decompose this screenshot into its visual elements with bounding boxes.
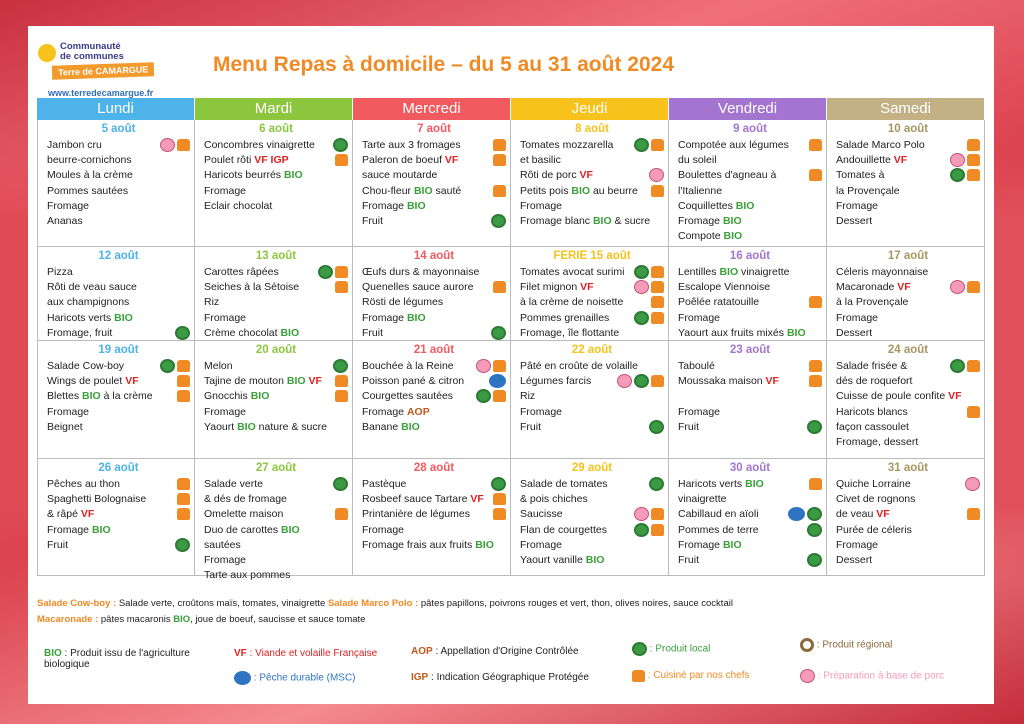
basket-icon bbox=[807, 507, 822, 521]
menu-line: Ananas bbox=[47, 214, 83, 227]
menu-line: & dés de fromage bbox=[204, 493, 287, 506]
menu-cell bbox=[511, 459, 669, 576]
menu-line: de veau VF bbox=[836, 507, 980, 522]
menu-line: à la Provençale bbox=[836, 296, 909, 309]
menu-line: Poisson pané & citron bbox=[362, 374, 506, 389]
menu-cell bbox=[827, 247, 985, 341]
basket-icon bbox=[634, 374, 649, 388]
menu-line: Cabillaud en aïoli bbox=[678, 507, 822, 522]
menu-line: beurre-cornichons bbox=[47, 154, 132, 167]
menu-line: dés de roquefort bbox=[836, 375, 913, 388]
menu-date: 30 août bbox=[729, 462, 771, 474]
menu-line: Dessert bbox=[836, 553, 873, 566]
menu-line: Fromage BIO bbox=[47, 523, 111, 536]
day-header-lundi: Lundi bbox=[37, 98, 195, 120]
legend-local: : Produit local bbox=[632, 642, 710, 656]
menu-line: Crème chocolat BIO bbox=[204, 326, 300, 339]
basket-icon bbox=[491, 326, 506, 340]
menu-line: Purée de céleris bbox=[836, 523, 912, 536]
logo-text: Communauté de communes bbox=[60, 41, 124, 62]
menu-line: Riz bbox=[204, 296, 220, 309]
chef-hat-icon bbox=[493, 281, 506, 293]
menu-date: 10 août bbox=[887, 123, 929, 135]
menu-sheet bbox=[28, 26, 994, 704]
menu-line: Fromage bbox=[678, 405, 721, 418]
basket-icon bbox=[807, 523, 822, 537]
basket-icon bbox=[634, 523, 649, 537]
menu-cell bbox=[669, 341, 827, 459]
legend-chef: : Cuisiné par nos chefs bbox=[632, 669, 750, 682]
pig-icon bbox=[965, 477, 980, 491]
menu-line: Rösti de légumes bbox=[362, 296, 444, 309]
menu-line: Civet de rognons bbox=[836, 493, 916, 506]
menu-line: Poulet rôti VF IGP bbox=[204, 153, 348, 168]
day-header-jeudi: Jeudi bbox=[511, 98, 669, 120]
menu-cell bbox=[195, 247, 353, 341]
chef-hat-icon bbox=[967, 169, 980, 181]
day-header-mardi: Mardi bbox=[195, 98, 353, 120]
menu-line: aux champignons bbox=[47, 296, 130, 309]
menu-line: Eclair chocolat bbox=[204, 199, 273, 212]
menu-date: 28 août bbox=[413, 462, 455, 474]
basket-icon bbox=[333, 477, 348, 491]
chef-hat-icon bbox=[651, 185, 664, 197]
menu-line: Fromage bbox=[520, 538, 563, 551]
menu-line: Paleron de boeuf VF bbox=[362, 153, 506, 168]
basket-icon bbox=[950, 168, 965, 182]
chef-hat-icon bbox=[493, 508, 506, 520]
menu-line: Salade verte bbox=[204, 477, 348, 492]
menu-line: du soleil bbox=[678, 154, 717, 167]
recipe-note-2: Macaronade : pâtes macaronis BIO, joue de boeuf, saucisse et sauce tomate bbox=[37, 614, 366, 625]
basket-icon bbox=[160, 359, 175, 373]
pig-icon bbox=[634, 507, 649, 521]
basket-icon bbox=[807, 553, 822, 567]
menu-line: Dessert bbox=[836, 214, 873, 227]
chef-hat-icon bbox=[809, 296, 822, 308]
menu-cell bbox=[511, 341, 669, 459]
menu-line: Andouillette VF bbox=[836, 153, 980, 168]
legend-porc: : Préparation à base de porc bbox=[800, 669, 944, 683]
menu-line: Rosbeef sauce Tartare VF bbox=[362, 492, 506, 507]
menu-cell bbox=[37, 459, 195, 576]
menu-line: Printanière de légumes bbox=[362, 507, 506, 522]
basket-icon bbox=[333, 359, 348, 373]
chef-hat-icon bbox=[177, 139, 190, 151]
chef-hat-icon bbox=[967, 139, 980, 151]
menu-date: 9 août bbox=[733, 123, 767, 135]
menu-date: 22 août bbox=[571, 344, 613, 356]
menu-line: l'Italienne bbox=[678, 184, 723, 197]
basket-icon bbox=[318, 265, 333, 279]
basket-icon bbox=[634, 138, 649, 152]
menu-line: Tajine de mouton BIO VF bbox=[204, 374, 348, 389]
menu-line: Salade Marco Polo bbox=[836, 138, 980, 153]
menu-line: Haricots verts BIO bbox=[678, 477, 822, 492]
basket-icon bbox=[491, 477, 506, 491]
menu-line: Blettes BIO à la crème bbox=[47, 389, 190, 404]
chef-hat-icon bbox=[177, 360, 190, 372]
recipe-note-1: Salade Cow-boy : Salade verte, croûtons maïs, tomates, vinaigrette Salade Marco Polo : pâtes papillons, poivrons rouges et vert, thon, olives noires, sauce cocktail bbox=[37, 598, 733, 609]
menu-line: Fromage blanc BIO & sucre bbox=[520, 214, 651, 227]
chef-hat-icon bbox=[651, 312, 664, 324]
chef-hat-icon bbox=[651, 296, 664, 308]
menu-date: 5 août bbox=[101, 123, 136, 135]
chef-hat-icon bbox=[335, 281, 348, 293]
page-title: Menu Repas à domicile – du 5 au 31 août 2024 bbox=[213, 53, 674, 76]
menu-line: Fruit bbox=[47, 538, 190, 553]
menu-line: Taboulé bbox=[678, 359, 822, 374]
menu-line: Courgettes sautées bbox=[362, 389, 506, 404]
menu-line: Pizza bbox=[47, 266, 73, 278]
menu-line: Banane BIO bbox=[362, 420, 420, 433]
chef-hat-icon bbox=[809, 360, 822, 372]
menu-cell bbox=[827, 341, 985, 459]
menu-cell bbox=[353, 341, 511, 459]
menu-line: Haricots verts BIO bbox=[47, 311, 133, 324]
chef-hat-icon bbox=[809, 375, 822, 387]
menu-line: Fruit bbox=[362, 326, 506, 341]
menu-line: Fromage bbox=[204, 553, 247, 566]
menu-line: Chou-fleur BIO sauté bbox=[362, 184, 506, 199]
menu-line: Yaourt BIO nature & sucre bbox=[204, 420, 327, 433]
msc-fish-icon bbox=[489, 374, 506, 388]
chef-hat-icon bbox=[651, 375, 664, 387]
menu-line: Dessert bbox=[836, 326, 873, 339]
menu-line: Fruit bbox=[520, 420, 664, 435]
menu-line: Fromage BIO bbox=[678, 214, 742, 227]
chef-hat-icon bbox=[651, 508, 664, 520]
menu-line: Tarte aux pommes bbox=[204, 569, 291, 582]
basket-icon bbox=[807, 420, 822, 434]
chef-hat-icon bbox=[335, 375, 348, 387]
msc-fish-icon bbox=[234, 671, 251, 685]
chef-hat-icon bbox=[177, 390, 190, 402]
menu-line: Salade frisée & bbox=[836, 359, 980, 374]
menu-line: Salade de tomates bbox=[520, 477, 664, 492]
chef-hat-icon bbox=[493, 139, 506, 151]
chef-hat-icon bbox=[493, 154, 506, 166]
menu-line: Fruit bbox=[678, 420, 822, 435]
menu-line: Fromage bbox=[836, 538, 879, 551]
menu-line: Pastèque bbox=[362, 477, 506, 492]
menu-line: Compotée aux légumes bbox=[678, 138, 822, 153]
menu-line: Wings de poulet VF bbox=[47, 374, 190, 389]
legend-regional: : Produit régional bbox=[800, 638, 892, 652]
menu-cell bbox=[195, 120, 353, 247]
menu-line: Fromage bbox=[836, 311, 879, 324]
menu-cell bbox=[353, 120, 511, 247]
menu-line: Quiche Lorraine bbox=[836, 477, 980, 492]
chef-hat-icon bbox=[335, 154, 348, 166]
basket-icon bbox=[950, 359, 965, 373]
menu-line: Gnocchis BIO bbox=[204, 389, 348, 404]
menu-line: Fruit bbox=[362, 214, 506, 229]
menu-line: Saucisse bbox=[520, 507, 664, 522]
menu-line: Moules à la crème bbox=[47, 169, 133, 182]
menu-line: Tomates avocat surimi bbox=[520, 265, 664, 280]
menu-line: Fromage bbox=[520, 405, 563, 418]
menu-date: 6 août bbox=[259, 123, 293, 135]
chef-hat-icon bbox=[651, 524, 664, 536]
menu-line: Fromage bbox=[47, 199, 90, 212]
menu-line: Tomates mozzarella bbox=[520, 138, 664, 153]
menu-cell bbox=[669, 247, 827, 341]
legend-msc: : Pêche durable (MSC) bbox=[234, 671, 356, 685]
menu-line: Pâté en croûte de volaille bbox=[520, 360, 638, 372]
pig-icon bbox=[160, 138, 175, 152]
chef-hat-icon bbox=[632, 670, 645, 682]
menu-line: Légumes farcis bbox=[520, 374, 664, 389]
menu-line: Fromage AOP bbox=[362, 405, 430, 418]
chef-hat-icon bbox=[967, 154, 980, 166]
basket-icon bbox=[649, 477, 664, 491]
menu-line: Fromage bbox=[362, 523, 405, 536]
menu-cell bbox=[353, 247, 511, 341]
menu-line: Rôti de veau sauce bbox=[47, 281, 137, 294]
menu-cell bbox=[353, 459, 511, 576]
menu-line: Rôti de porc VF bbox=[520, 168, 664, 183]
menu-date: 8 août bbox=[575, 123, 609, 135]
basket-icon bbox=[333, 138, 348, 152]
menu-cell bbox=[669, 120, 827, 247]
chef-hat-icon bbox=[493, 493, 506, 505]
basket-icon bbox=[476, 389, 491, 403]
menu-cell bbox=[37, 341, 195, 459]
basket-icon bbox=[649, 420, 664, 434]
chef-hat-icon bbox=[177, 478, 190, 490]
menu-date: 31 août bbox=[887, 462, 929, 474]
menu-date: 19 août bbox=[98, 344, 139, 356]
chef-hat-icon bbox=[177, 493, 190, 505]
menu-line: Coquillettes BIO bbox=[678, 199, 755, 212]
menu-line: Tarte aux 3 fromages bbox=[362, 138, 506, 153]
menu-cell bbox=[669, 459, 827, 576]
chef-hat-icon bbox=[967, 406, 980, 418]
legend-igp: IGP : Indication Géographique Protégée bbox=[411, 672, 589, 683]
menu-date: 17 août bbox=[887, 250, 929, 262]
menu-line: façon cassoulet bbox=[836, 420, 909, 433]
legend-vf: VF : Viande et volaille Française bbox=[234, 648, 378, 659]
chef-hat-icon bbox=[809, 169, 822, 181]
logo-badge: Terre de CAMARGUE bbox=[52, 62, 155, 80]
basket-icon bbox=[175, 326, 190, 340]
menu-line: Fromage BIO bbox=[678, 538, 742, 551]
menu-line: vinaigrette bbox=[678, 493, 727, 506]
pig-icon bbox=[950, 280, 965, 294]
menu-line: Bouchée à la Reine bbox=[362, 359, 506, 374]
pig-icon bbox=[649, 168, 664, 182]
chef-hat-icon bbox=[967, 508, 980, 520]
menu-line: Spaghetti Bolognaise bbox=[47, 492, 190, 507]
menu-line: Céleris mayonnaise bbox=[836, 266, 929, 278]
menu-cell bbox=[195, 341, 353, 459]
menu-line: la Provençale bbox=[836, 184, 900, 197]
msc-fish-icon bbox=[788, 507, 805, 521]
basket-icon bbox=[175, 538, 190, 552]
menu-date: 16 août bbox=[729, 250, 771, 262]
chef-hat-icon bbox=[493, 360, 506, 372]
chef-hat-icon bbox=[651, 266, 664, 278]
menu-line: Fromage bbox=[678, 311, 721, 324]
menu-line: Fromage BIO bbox=[362, 311, 426, 324]
menu-line: Haricots beurrés BIO bbox=[204, 169, 303, 182]
chef-hat-icon bbox=[177, 508, 190, 520]
menu-date: 26 août bbox=[98, 462, 139, 474]
chef-hat-icon bbox=[493, 390, 506, 402]
day-header-vendredi: Vendredi bbox=[669, 98, 827, 120]
menu-cell bbox=[37, 120, 195, 247]
menu-line: Fromage bbox=[47, 405, 90, 418]
menu-line: Quenelles sauce aurore bbox=[362, 280, 506, 295]
legend-aop: AOP : Appellation d'Origine Contrôlée bbox=[411, 646, 579, 657]
menu-line: Escalope Viennoise bbox=[678, 281, 771, 294]
menu-line: Melon bbox=[204, 359, 348, 374]
menu-cell bbox=[511, 120, 669, 247]
menu-line: Carottes râpées bbox=[204, 265, 348, 280]
menu-date: 27 août bbox=[255, 462, 297, 474]
menu-date: 14 août bbox=[413, 250, 455, 262]
menu-line: Pommes grenailles bbox=[520, 311, 664, 326]
menu-line: Beignet bbox=[47, 420, 83, 433]
menu-date: 23 août bbox=[729, 344, 771, 356]
menu-cell bbox=[195, 459, 353, 582]
menu-line: & râpé VF bbox=[47, 507, 190, 522]
menu-line: sauce moutarde bbox=[362, 169, 438, 182]
menu-line: à la crème de noisette bbox=[520, 295, 664, 310]
menu-line: Lentilles BIO vinaigrette bbox=[678, 266, 790, 278]
menu-line: et basilic bbox=[520, 154, 561, 167]
menu-line: Filet mignon VF bbox=[520, 280, 664, 295]
menu-line: Duo de carottes BIO bbox=[204, 523, 300, 536]
basket-icon bbox=[491, 214, 506, 228]
menu-line: Petits pois BIO au beurre bbox=[520, 184, 664, 199]
chef-hat-icon bbox=[335, 390, 348, 402]
menu-line: Fromage bbox=[204, 311, 247, 324]
menu-line: Yaourt vanille BIO bbox=[520, 553, 605, 566]
chef-hat-icon bbox=[335, 266, 348, 278]
menu-line: Cuisse de poule confite VF bbox=[836, 390, 962, 403]
menu-line bbox=[678, 389, 822, 404]
menu-line: Haricots blancs bbox=[836, 405, 980, 420]
logo-url[interactable]: www.terredecamargue.fr bbox=[48, 88, 154, 98]
menu-line: Poêlée ratatouille bbox=[678, 295, 822, 310]
menu-date: 7 août bbox=[417, 123, 451, 135]
menu-date: 29 août bbox=[571, 462, 613, 474]
menu-line: Fromage bbox=[204, 405, 247, 418]
chef-hat-icon bbox=[177, 375, 190, 387]
menu-line: Fromage, fruit bbox=[47, 326, 190, 341]
sun-icon bbox=[38, 44, 56, 62]
menu-line: Œufs durs & mayonnaise bbox=[362, 266, 480, 278]
chef-hat-icon bbox=[335, 508, 348, 520]
menu-line: Fromage BIO bbox=[362, 199, 426, 212]
menu-line: sautées bbox=[204, 538, 241, 551]
menu-date: 12 août bbox=[98, 250, 139, 262]
pig-icon bbox=[476, 359, 491, 373]
pig-icon bbox=[617, 374, 632, 388]
menu-line: Yaourt aux fruits mixés BIO bbox=[678, 326, 806, 339]
menu-line: Riz bbox=[520, 390, 536, 403]
menu-date: 21 août bbox=[413, 344, 455, 356]
menu-line: Jambon cru bbox=[47, 138, 190, 153]
menu-line: Salade Cow-boy bbox=[47, 359, 190, 374]
location-pin-icon bbox=[800, 638, 814, 652]
chef-hat-icon bbox=[809, 478, 822, 490]
basket-icon bbox=[634, 265, 649, 279]
menu-line: Pommes sautées bbox=[47, 184, 129, 197]
menu-line: Moussaka maison VF bbox=[678, 374, 822, 389]
chef-hat-icon bbox=[651, 139, 664, 151]
menu-line: & pois chiches bbox=[520, 493, 588, 506]
legend-bio: BIO : Produit issu de l'agriculture biologique bbox=[44, 648, 190, 670]
menu-line: Fruit bbox=[678, 553, 822, 568]
pig-icon bbox=[800, 669, 815, 683]
chef-hat-icon bbox=[967, 281, 980, 293]
menu-cell bbox=[827, 120, 985, 247]
basket-icon bbox=[632, 642, 647, 656]
basket-icon bbox=[634, 311, 649, 325]
menu-grid bbox=[37, 98, 985, 582]
menu-line: Pêches au thon bbox=[47, 477, 190, 492]
menu-line: Fromage, dessert bbox=[836, 435, 919, 448]
menu-line: Seiches à la Sétoise bbox=[204, 280, 348, 295]
menu-cell bbox=[511, 247, 669, 341]
day-header-mercredi: Mercredi bbox=[353, 98, 511, 120]
chef-hat-icon bbox=[967, 360, 980, 372]
logo bbox=[38, 36, 178, 106]
chef-hat-icon bbox=[493, 185, 506, 197]
menu-date: 20 août bbox=[255, 344, 297, 356]
menu-cell bbox=[827, 459, 985, 576]
menu-line: Fromage, île flottante bbox=[520, 326, 620, 339]
menu-line: Fromage frais aux fruits BIO bbox=[362, 538, 494, 551]
chef-hat-icon bbox=[651, 281, 664, 293]
menu-line: Boulettes d'agneau à bbox=[678, 168, 822, 183]
pig-icon bbox=[950, 153, 965, 167]
chef-hat-icon bbox=[809, 139, 822, 151]
menu-line: Fromage bbox=[204, 184, 247, 197]
menu-line: Compote BIO bbox=[678, 230, 743, 243]
menu-date: 24 août bbox=[887, 344, 929, 356]
pig-icon bbox=[634, 280, 649, 294]
day-header-samedi: Samedi bbox=[827, 98, 985, 120]
menu-line: Omelette maison bbox=[204, 507, 348, 522]
menu-line: Pommes de terre bbox=[678, 523, 822, 538]
menu-line: Fromage bbox=[520, 199, 563, 212]
menu-line: Flan de courgettes bbox=[520, 523, 664, 538]
menu-date: FERIE 15 août bbox=[553, 250, 631, 262]
menu-line: Fromage bbox=[836, 199, 879, 212]
menu-line: Tomates à bbox=[836, 168, 980, 183]
menu-cell bbox=[37, 247, 195, 341]
menu-date: 13 août bbox=[255, 250, 297, 262]
menu-line: Macaronade VF bbox=[836, 280, 980, 295]
menu-line: Concombres vinaigrette bbox=[204, 138, 348, 153]
